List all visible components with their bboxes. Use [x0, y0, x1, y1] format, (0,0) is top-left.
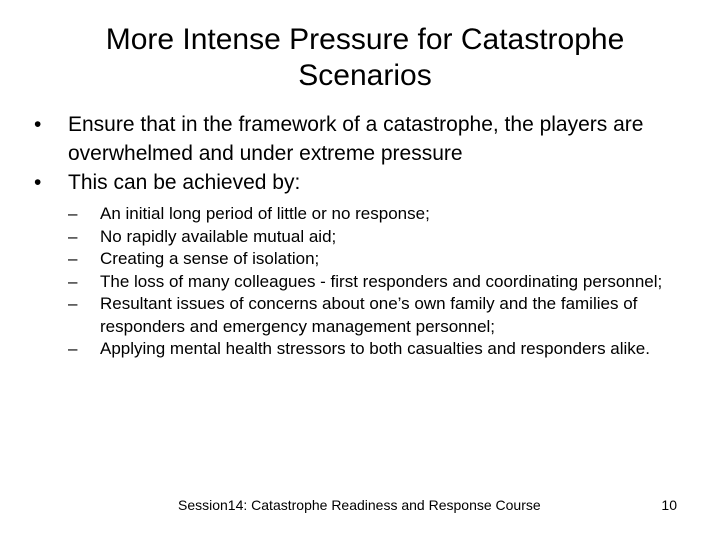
sub-bullet-text: Creating a sense of isolation;	[100, 249, 320, 268]
bullet-item	[34, 168, 694, 197]
slide-title: More Intense Pressure for Catastrophe Scenarios	[105, 23, 625, 92]
sub-bullet-item	[68, 248, 688, 271]
dash-marker: –	[68, 249, 78, 268]
sub-bullet-text: Applying mental health stressors to both casualties and responders alike.	[100, 339, 650, 358]
sub-bullet-text: No rapidly available mutual aid;	[100, 226, 337, 246]
sub-bullet-list	[68, 203, 688, 361]
bullet-text: This can be achieved by:	[68, 171, 301, 194]
bullet-list	[34, 110, 694, 361]
dash-marker: –	[68, 294, 78, 313]
sub-bullet-item	[68, 293, 688, 338]
sub-bullet-text: The loss of many colleagues - first responders and coordinating personnel;	[100, 271, 663, 291]
sub-bullet-text: An initial long period of little or no response;	[100, 204, 430, 223]
footer	[0, 495, 720, 515]
dash-marker: –	[68, 226, 78, 246]
bullet-marker: •	[34, 113, 42, 136]
bullet-item	[34, 110, 694, 168]
sub-bullet-item	[68, 338, 688, 361]
bullet-marker: •	[34, 171, 42, 194]
page-number: 10	[661, 497, 677, 513]
sub-bullet-item	[68, 226, 688, 249]
bullet-text: Ensure that in the framework of a catastrophe, the players are overwhelmed and under extreme pressure	[68, 113, 644, 165]
dash-marker: –	[68, 339, 78, 358]
footer-text: Session14: Catastrophe Readiness and Response Course	[178, 497, 541, 513]
dash-marker: –	[68, 271, 78, 291]
dash-marker: –	[68, 204, 78, 223]
sub-bullet-item	[68, 203, 688, 226]
sub-bullet-item	[68, 271, 688, 294]
sub-bullet-text: Resultant issues of concerns about one’s own family and the families of responders and emergency management personnel;	[100, 294, 638, 336]
